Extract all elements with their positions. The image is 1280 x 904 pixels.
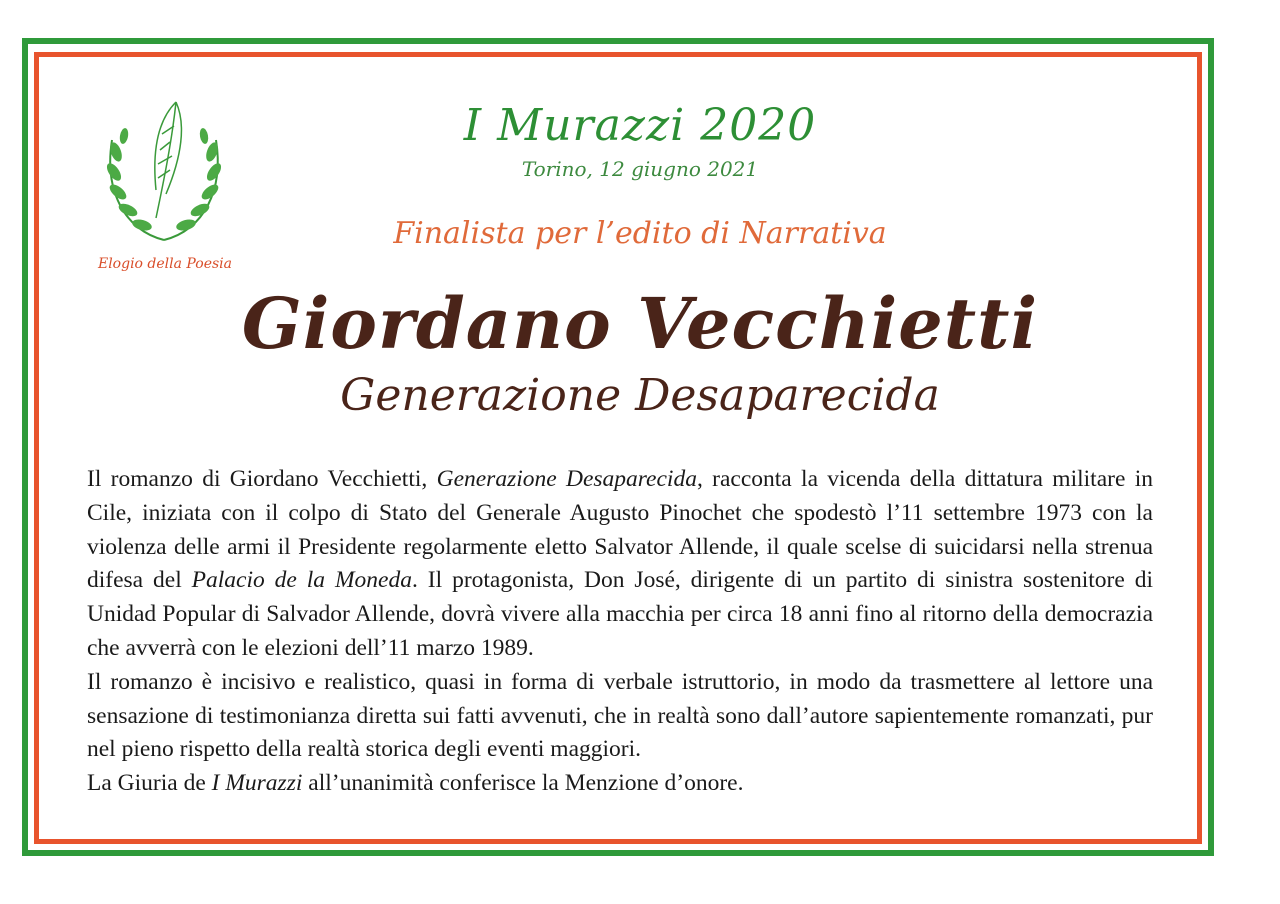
citation-paragraph-1 xyxy=(87,463,1153,666)
citation-paragraph-3 xyxy=(87,767,1153,801)
recipient-name: Giordano Vecchietti xyxy=(241,282,1039,365)
ceremony-date: Torino, 12 giugno 2021 xyxy=(521,157,759,181)
award-category: Finalista per l’edito di Narrativa xyxy=(393,216,887,251)
text-span: all’unanimità conferisce la Menzione d’onore. xyxy=(302,770,744,797)
palace-name-inline: Palacio de la Moneda xyxy=(191,567,412,594)
citation-text xyxy=(87,463,1153,801)
prize-name-inline: I Murazzi xyxy=(211,770,303,797)
book-title-inline: Generazione Desaparecida xyxy=(436,466,697,492)
page-title: I Murazzi 2020 xyxy=(463,100,817,151)
citation-paragraph-2: Il romanzo è incisivo e realistico, quasi in forma di verbale istruttorio, in modo da trasmettere al lettore una sensazione di testimonianza diretta sui fatti avvenuti, che in realtà sono dall’autore sapientemente romanzati, pur nel pieno rispetto della realtà storica degli eventi maggiori. xyxy=(87,668,1153,763)
text-span: , racconta la vicenda della dittatura militare in Cile, iniziata con il colpo di Stato del Generale Augusto Pinochet che spodestò l’11 settembre 1973 con la violenza delle armi il Presidente regolarmente eletto Salvator Allende, il quale scelse di suicidarsi nella strenua difesa del xyxy=(87,466,1153,594)
emblem xyxy=(80,90,250,290)
text-span: La Giuria de xyxy=(87,770,212,797)
text-span: . Il protagonista, Don José, dirigente di un partito di sinistra sostenitore di Unidad Popular di Salvador Allende, dovrà vivere alla macchia per circa 18 anni fino al ritorno della democrazia che avverrà con le elezioni dell’11 marzo 1989. xyxy=(87,567,1154,661)
work-title: Generazione Desaparecida xyxy=(340,370,940,421)
emblem-caption: Elogio della Poesia xyxy=(97,256,233,272)
text-span: Il romanzo di Giordano Vecchietti, xyxy=(87,466,437,492)
laurel-wreath-with-quill-icon xyxy=(94,90,234,250)
